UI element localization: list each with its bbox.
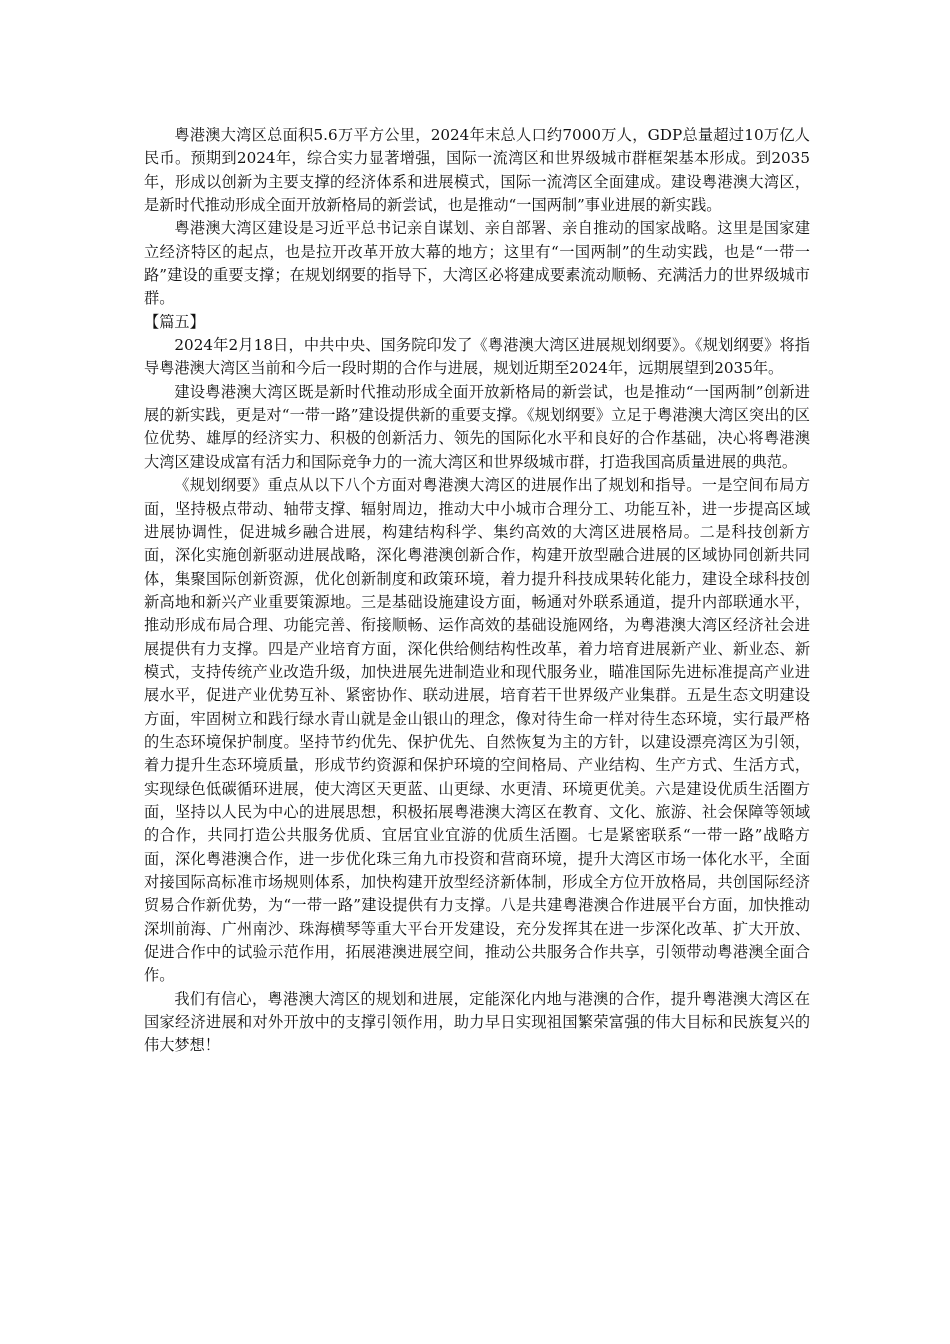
document-body	[144, 124, 810, 1058]
paragraph-eight-aspects: 《规划纲要》重点从以下八个方面对粤港澳大湾区的进展作出了规划和指导。一是空间布局方面，坚持极点带动、轴带支撑、辐射周边，推动大中小城市合理分工、功能互补，进一步提高区域进展协调性，促进城乡融合进展，构建结构科学、集约高效的大湾区进展格局。二是科技创新方面，深化实施创新驱动进展战略，深化粤港澳创新合作，构建开放型融合进展的区域协同创新共同体，集聚国际创新资源，优化创新制度和政策环境，着力提升科技成果转化能力，建设全球科技创新高地和新兴产业重要策源地。三是基础设施建设方面，畅通对外联系通道，提升内部联通水平，推动形成布局合理、功能完善、衔接顺畅、运作高效的基础设施网络，为粤港澳大湾区经济社会进展提供有力支撑。四是产业培育方面，深化供给侧结构性改革，着力培育进展新产业、新业态、新模式，支持传统产业改造升级，加快进展先进制造业和现代服务业，瞄准国际先进标准提高产业进展水平，促进产业优势互补、紧密协作、联动进展，培育若干世界级产业集群。五是生态文明建设方面，牢固树立和践行绿水青山就是金山银山的理念，像对待生命一样对待生态环境，实行最严格的生态环境保护制度。坚持节约优先、保护优先、自然恢复为主的方针，以建设漂亮湾区为引领，着力提升生态环境质量，形成节约资源和保护环境的空间格局、产业结构、生产方式、生活方式，实现绿色低碳循环进展，使大湾区天更蓝、山更绿、水更清、环境更优美。六是建设优质生活圈方面，坚持以人民为中心的进展思想，积极拓展粤港澳大湾区在教育、文化、旅游、社会保障等领域的合作，共同打造公共服务优质、宜居宜业宜游的优质生活圈。七是紧密联系“一带一路”战略方面，深化粤港澳合作，进一步优化珠三角九市投资和营商环境，提升大湾区市场一体化水平，全面对接国际高标准市场规则体系，加快构建开放型经济新体制，形成全方位开放格局，共创国际经济贸易合作新优势，为“一带一路”建设提供有力支撑。八是共建粤港澳合作进展平台方面，加快推动深圳前海、广州南沙、珠海横琴等重大平台开发建设，充分发挥其在进一步深化改革、扩大开放、促进合作中的试验示范作用，拓展港澳进展空间，推动公共服务合作共享，引领带动粤港澳全面合作。	[144, 476, 810, 985]
paragraph-plan-release: 2024年2月18日，中共中央、国务院印发了《粤港澳大湾区进展规划纲要》。《规划纲要》将指导粤港澳大湾区当前和今后一段时期的合作与进展，规划近期至2024年，远期展望到2035年。	[144, 336, 810, 378]
paragraph-conclusion: 我们有信心，粤港澳大湾区的规划和进展，定能深化内地与港澳的合作，提升粤港澳大湾区在国家经济进展和对外开放中的支撑引领作用，助力早日实现祖国繁荣富强的伟大目标和民族复兴的伟大梦想！	[144, 989, 810, 1055]
paragraph-national-strategy: 粤港澳大湾区建设是习近平总书记亲自谋划、亲自部署、亲自推动的国家战略。这里是国家建立经济特区的起点，也是拉开改革开放大幕的地方；这里有“一国两制”的生动实践，也是“一带一路”建设的重要支撑；在规划纲要的指导下，大湾区必将建成要素流动顺畅、充满活力的世界级城市群。	[144, 219, 810, 308]
paragraph-plan-significance: 建设粤港澳大湾区既是新时代推动形成全面开放新格局的新尝试，也是推动“一国两制”创新进展的新实践，更是对“一带一路”建设提供新的重要支撑。《规划纲要》立足于粤港澳大湾区突出的区位优势、雄厚的经济实力、积极的创新活力、领先的国际化水平和良好的合作基础，决心将粤港澳大湾区建设成富有活力和国际竞争力的一流大湾区和世界级城市群，打造我国高质量进展的典范。	[144, 382, 810, 471]
paragraph-gba-overview: 粤港澳大湾区总面积5.6万平方公里，2024年末总人口约7000万人，GDP总量超过10万亿人民币。预期到2024年，综合实力显著增强，国际一流湾区和世界级城市群框架基本形成。到2035年，形成以创新为主要支撑的经济体系和进展模式，国际一流湾区全面建成。建设粤港澳大湾区，是新时代推动形成全面开放新格局的新尝试，也是推动“一国两制”事业进展的新实践。	[144, 126, 810, 215]
section-heading: 【篇五】	[144, 312, 205, 331]
